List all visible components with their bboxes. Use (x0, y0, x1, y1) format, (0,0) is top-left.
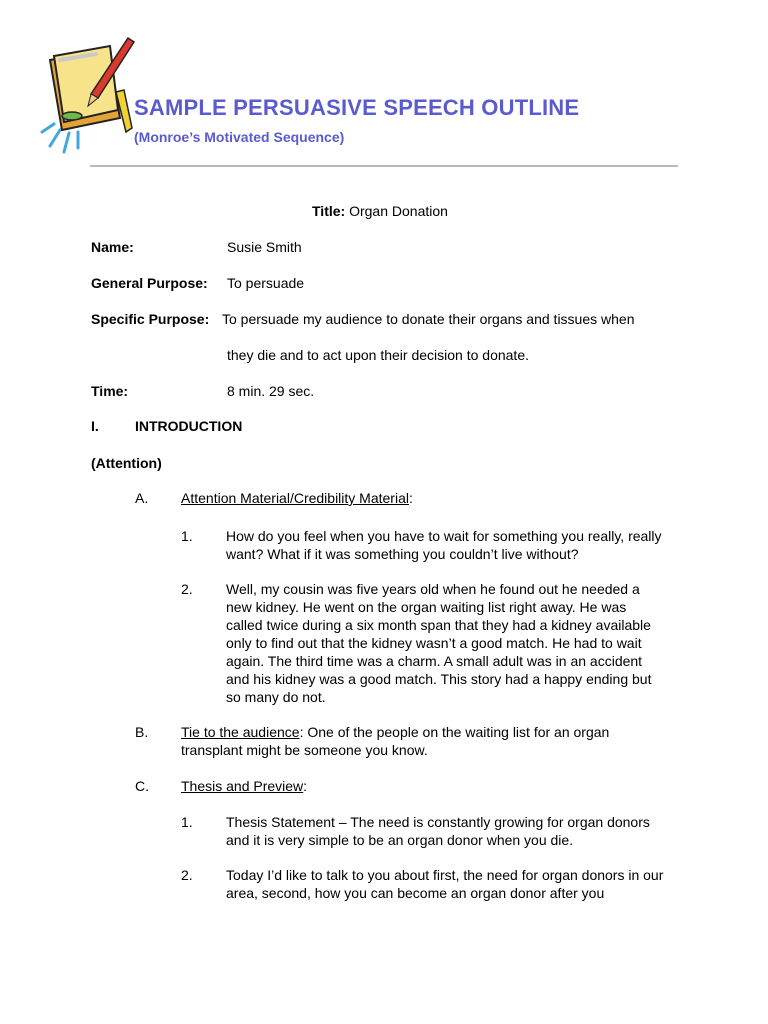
item-c-heading-row (181, 777, 307, 795)
item-b-text: : One of the people on the waiting list for an organ transplant might be someone you know. (181, 724, 610, 758)
item-c1-number: 1. (181, 814, 193, 830)
item-a1-number: 1. (181, 528, 193, 544)
document-title: SAMPLE PERSUASIVE SPEECH OUTLINE (134, 95, 580, 120)
header-divider (90, 165, 678, 167)
name-value: Susie Smith (227, 239, 302, 255)
speech-title-value: Organ Donation (349, 203, 448, 219)
notepad-pencil-clipart (36, 32, 136, 157)
speech-title-label: Title: (312, 203, 346, 219)
item-a2-text: Well, my cousin was five years old when he found out he needed a new kidney. He went on the organ waiting list right away. He was called twice during a six month span that they had a kidney available only to find out that the kidney wasn’t a good match. He had to wait again. The third time was a charm. A small adult was in an accident and his kidney was a good match. This story had a happy ending but so many do not. (226, 581, 652, 705)
specific-purpose-label: Specific Purpose: (91, 311, 210, 327)
item-a-letter: A. (135, 490, 149, 506)
item-b-text-block (181, 723, 646, 759)
item-a2-number: 2. (181, 581, 193, 597)
time-value: 8 min. 29 sec. (227, 383, 315, 399)
item-c-letter: C. (135, 778, 149, 794)
item-c1-text: Thesis Statement – The need is constantly growing for organ donors and it is very simple to be an organ donor when you die. (226, 814, 650, 848)
section-title: INTRODUCTION (135, 418, 243, 434)
item-a-heading-row (181, 489, 413, 507)
attention-label: (Attention) (91, 455, 162, 471)
general-purpose-label: General Purpose: (91, 275, 208, 291)
specific-purpose-line2: they die and to act upon their decision to donate. (227, 347, 529, 363)
item-c2-text: Today I’d like to talk to you about first, the need for organ donors in our area, second, how you can become an organ donor after you (226, 867, 664, 901)
item-c-heading: Thesis and Preview (181, 778, 304, 794)
time-label: Time: (91, 383, 129, 399)
general-purpose-value: To persuade (227, 275, 305, 291)
item-a1-text: How do you feel when you have to wait for something you really, really want? What if it was something you couldn’t live without? (226, 528, 662, 562)
item-a-heading: Attention Material/Credibility Material (181, 490, 409, 506)
specific-purpose-line1: To persuade my audience to donate their organs and tissues when (222, 311, 635, 327)
name-label: Name: (91, 239, 134, 255)
item-c-colon: : (303, 778, 308, 794)
item-c2-number: 2. (181, 867, 193, 883)
item-a-colon: : (408, 490, 413, 506)
section-number: I. (91, 418, 99, 434)
item-b-letter: B. (135, 724, 149, 740)
item-b-heading: Tie to the audience (181, 724, 300, 740)
speech-title-row (312, 202, 448, 220)
document-subtitle: (Monroe’s Motivated Sequence) (134, 129, 345, 145)
